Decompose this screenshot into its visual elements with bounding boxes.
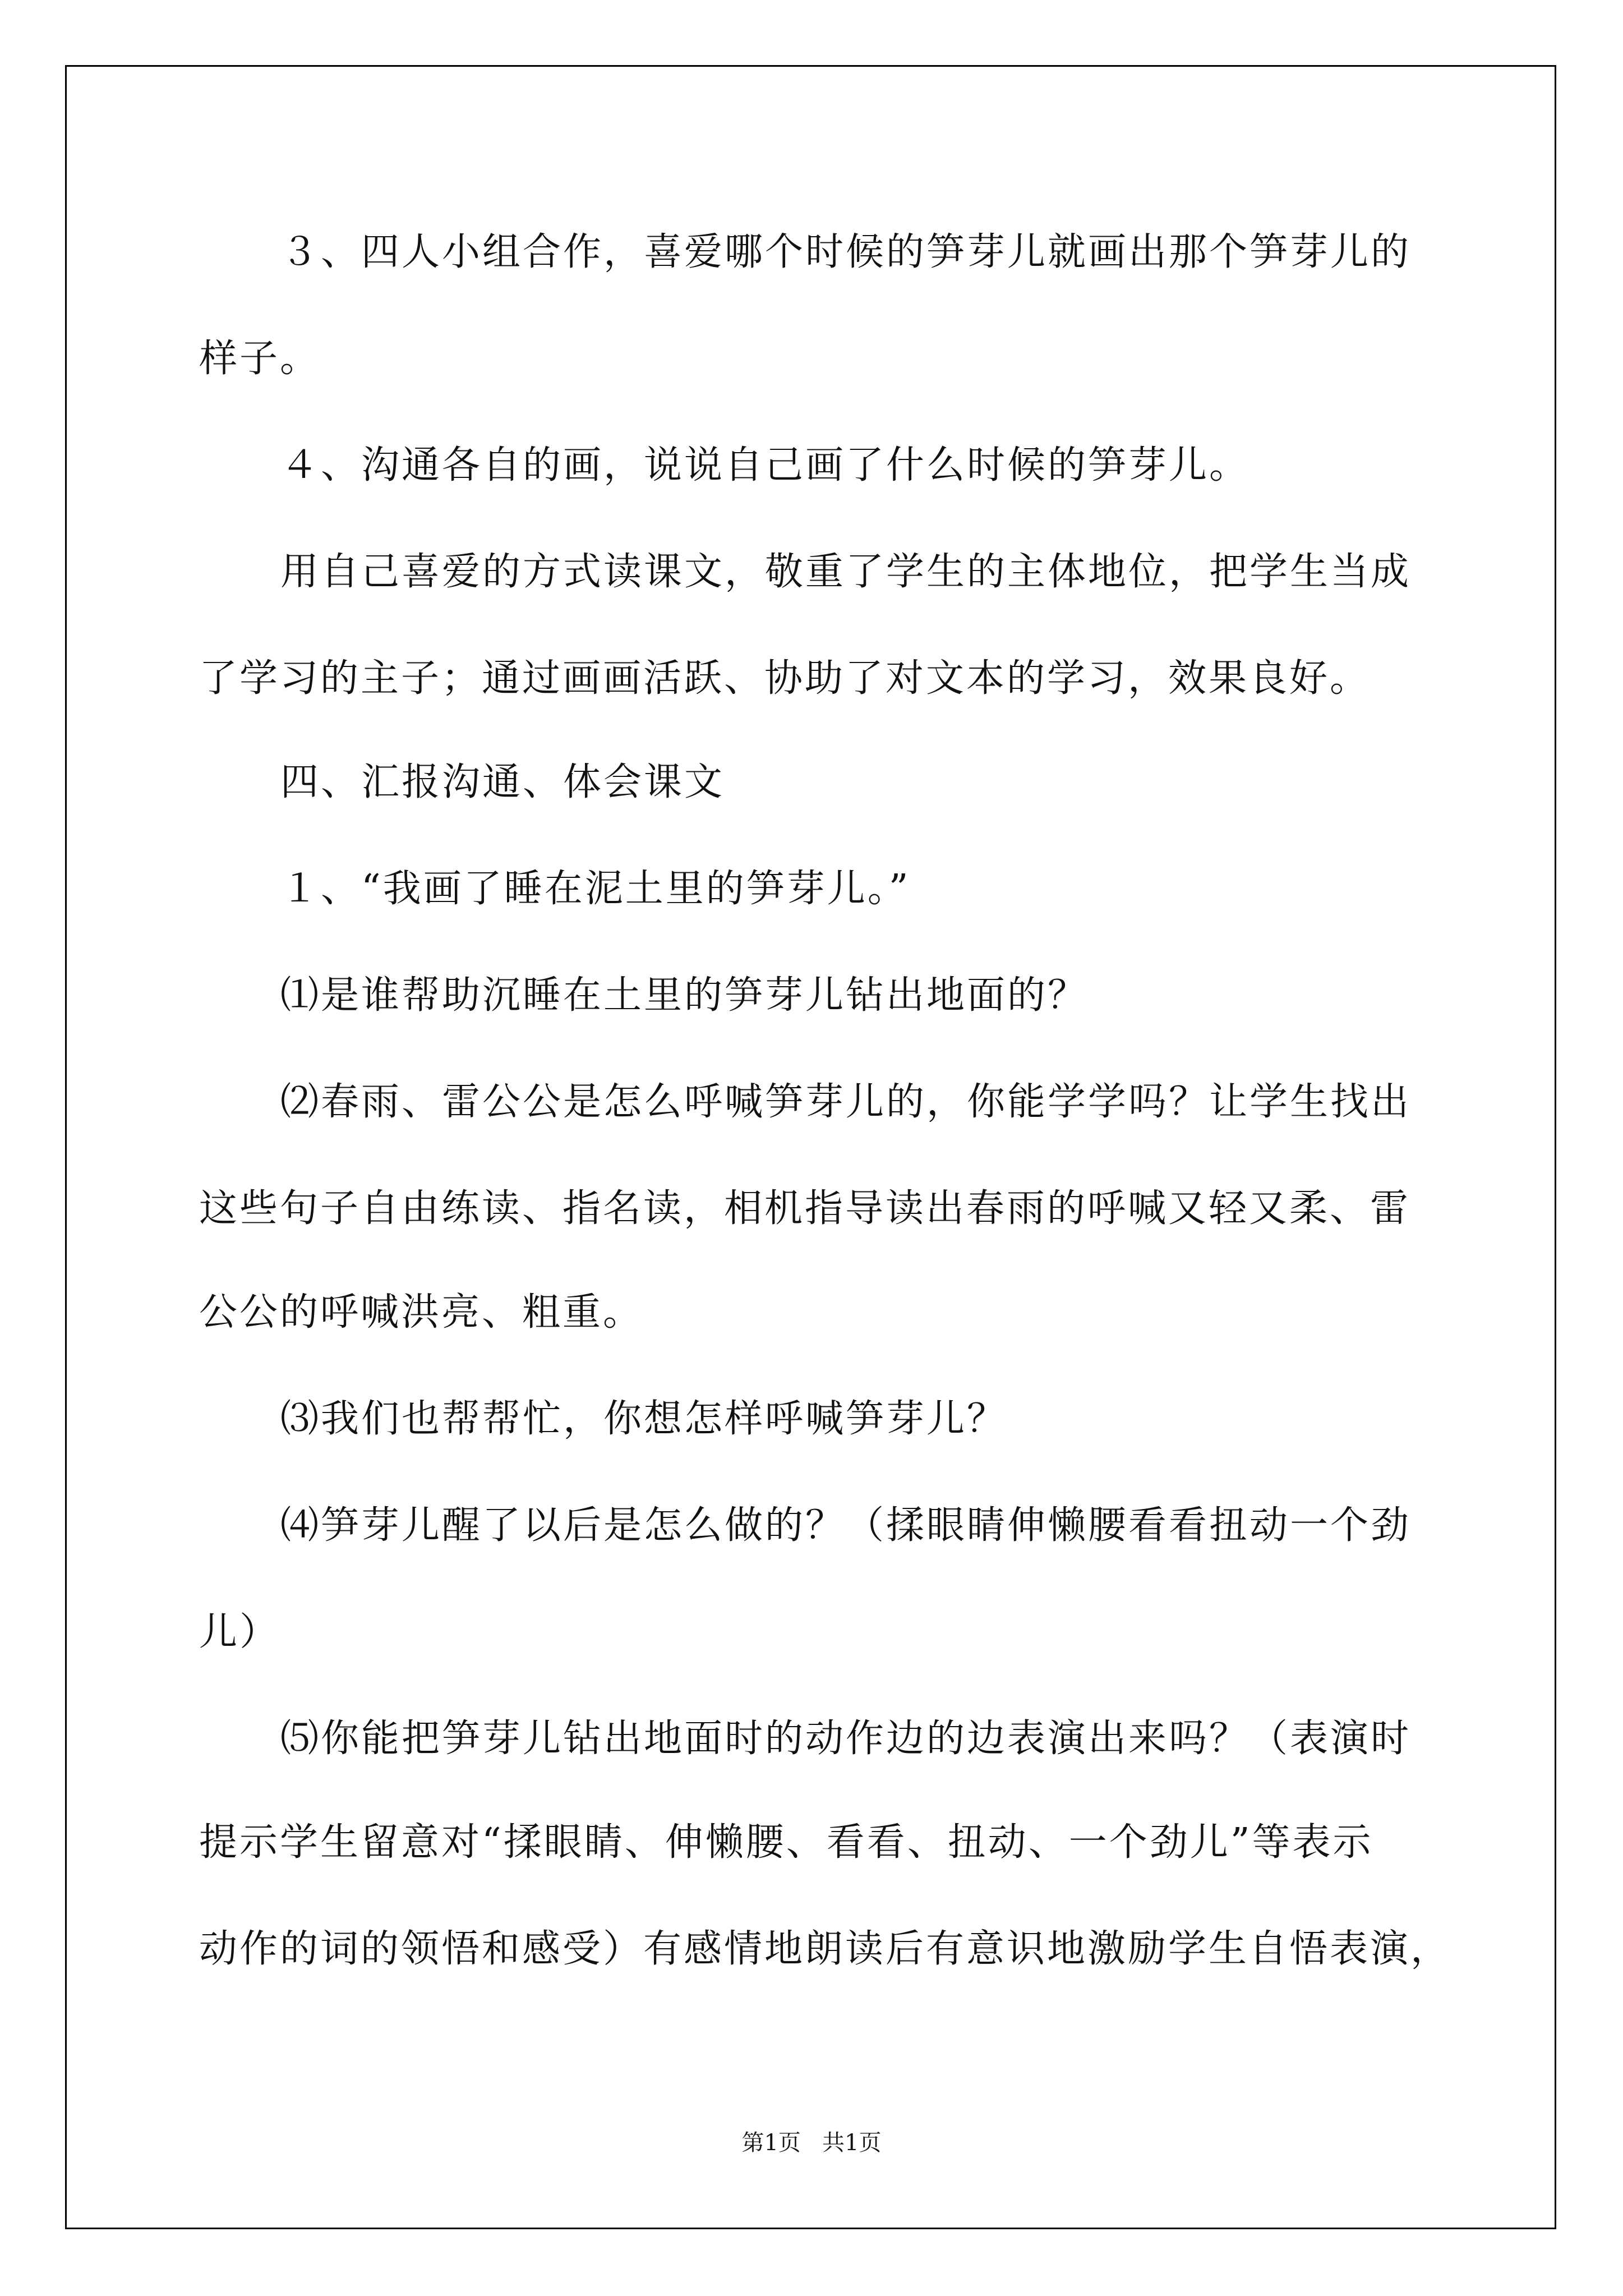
- paragraph-line-15: ⑸你能把笋芽儿钻出地面时的动作边的边表演出来吗？（表演时: [280, 1717, 1412, 1761]
- paragraph-line-1: ３、四人小组合作，喜爱哪个时候的笋芽儿就画出那个笋芽儿的: [280, 230, 1412, 274]
- paragraph-line-17: 动作的词的领悟和感受）有感情地朗读后有意识地激励学生自悟表演，: [199, 1927, 1451, 1971]
- paragraph-line-9: ⑵春雨、雷公公是怎么呼喊笋芽儿的，你能学学吗？让学生找出: [280, 1080, 1412, 1124]
- paragraph-line-13: ⑷笋芽儿醒了以后是怎么做的？（揉眼睛伸懒腰看看扭动一个劲: [280, 1503, 1412, 1548]
- paragraph-line-10: 这些句子自由练读、指名读，相机指导读出春雨的呼喊又轻又柔、雷: [199, 1186, 1411, 1231]
- paragraph-line-7: １、“我画了睡在泥土里的笋芽儿。”: [280, 867, 911, 911]
- paragraph-line-11: 公公的呼喊洪亮、粗重。: [199, 1290, 644, 1335]
- paragraph-line-12: ⑶我们也帮帮忙，你想怎样呼喊笋芽儿？: [280, 1397, 1008, 1441]
- page-footer: 第1页 共1页: [741, 2130, 882, 2156]
- paragraph-line-5: 了学习的主子；通过画画活跃、协助了对文本的学习，效果良好。: [199, 656, 1371, 701]
- paragraph-line-16: 提示学生留意对“揉眼睛、伸懒腰、看看、扭动、一个劲儿”等表示: [199, 1820, 1373, 1865]
- paragraph-line-14: 儿）: [199, 1610, 280, 1654]
- section-heading: 四、汇报沟通、体会课文: [280, 760, 725, 804]
- paragraph-line-8: ⑴是谁帮助沉睡在土里的笋芽儿钻出地面的？: [280, 973, 1089, 1018]
- paragraph-line-3: ４、沟通各自的画，说说自己画了什么时候的笋芽儿。: [280, 443, 1250, 487]
- page-border: [65, 65, 1556, 2229]
- paragraph-line-2: 样子。: [199, 337, 321, 381]
- paragraph-line-4: 用自己喜爱的方式读课文，敬重了学生的主体地位，把学生当成: [280, 550, 1412, 594]
